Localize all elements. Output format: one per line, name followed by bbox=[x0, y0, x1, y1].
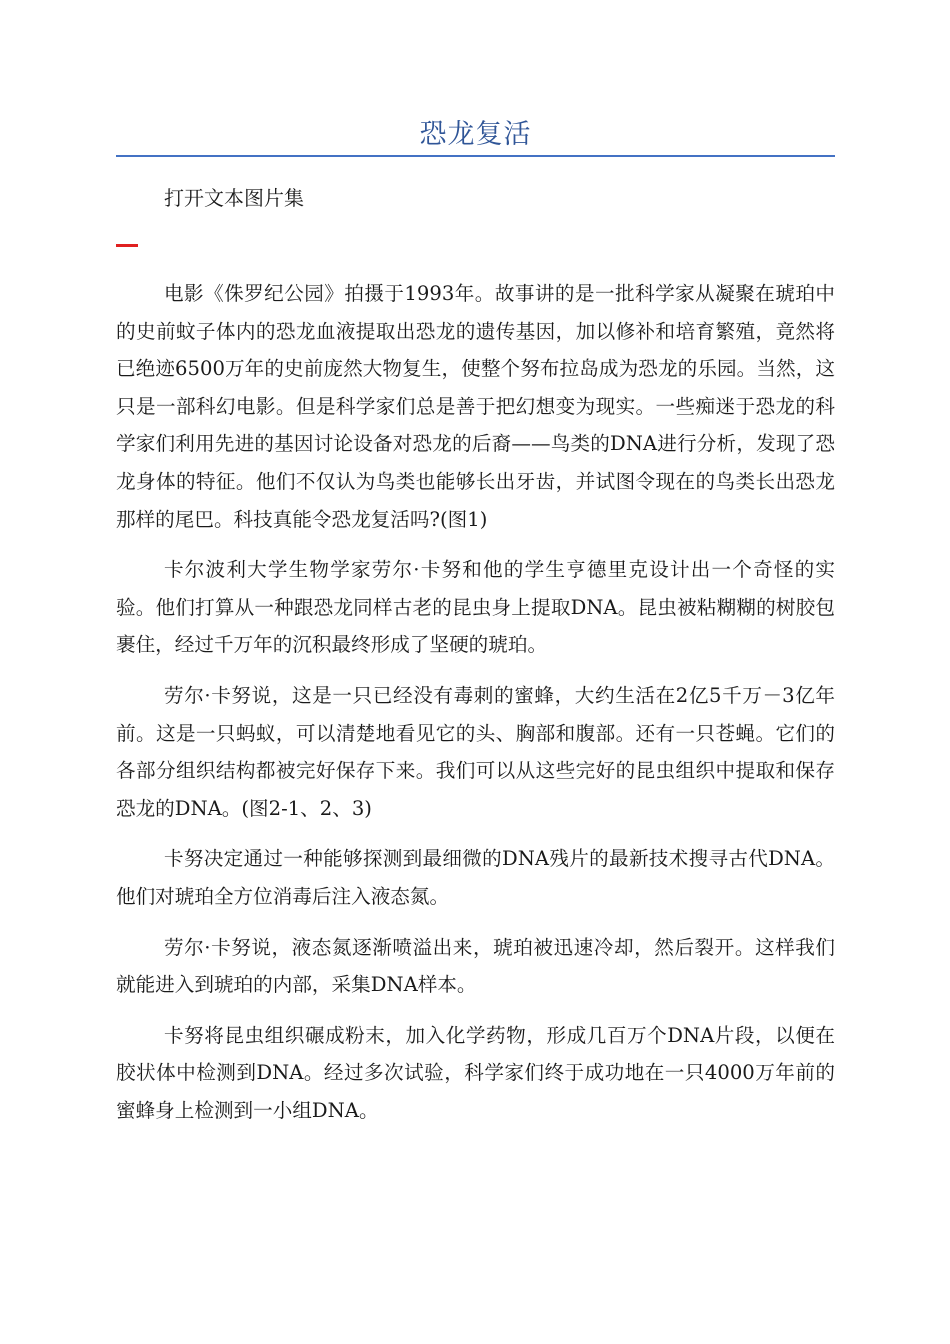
paragraph-3: 劳尔·卡努说，这是一只已经没有毒刺的蜜蜂，大约生活在2亿5千万－3亿年前。这是一只蚂蚁，可以清楚地看见它的头、胸部和腹部。还有一只苍蝇。它们的各部分组织结构都被完好保存下来。我们可以从这些完好的昆虫组织中提取和保存恐龙的DNA。(图2-1、2、3) bbox=[116, 683, 835, 820]
section-marker bbox=[116, 244, 138, 247]
page-title: 恐龙复活 bbox=[419, 119, 532, 150]
title-underline bbox=[116, 155, 835, 157]
paragraph-5: 劳尔·卡努说，液态氮逐渐喷溢出来，琥珀被迅速冷却，然后裂开。这样我们就能进入到琥珀的内部，采集DNA样本。 bbox=[116, 935, 835, 997]
paragraph-1: 电影《侏罗纪公园》拍摄于1993年。故事讲的是一批科学家从凝聚在琥珀中的史前蚊子体内的恐龙血液提取出恐龙的遗传基因，加以修补和培育繁殖，竟然将已绝迹6500万年的史前庞然大物复生，使整个努布拉岛成为恐龙的乐园。当然，这只是一部科幻电影。但是科学家们总是善于把幻想变为现实。一些痴迷于恐龙的科学家们利用先进的基因讨论设备对恐龙的后裔——鸟类的DNA进行分析，发现了恐龙身体的特征。他们不仅认为鸟类也能够长出牙齿，并试图令现在的鸟类长出恐龙那样的尾巴。科技真能令恐龙复活吗?(图1) bbox=[116, 282, 835, 531]
paragraph-6: 卡努将昆虫组织碾成粉末，加入化学药物，形成几百万个DNA片段，以便在胶状体中检测到DNA。经过多次试验，科学家们终于成功地在一只4000万年前的蜜蜂身上检测到一小组DNA。 bbox=[116, 1023, 835, 1122]
document-page bbox=[116, 0, 835, 1129]
paragraph-4: 卡努决定通过一种能够探测到最细微的DNA残片的最新技术搜寻古代DNA。他们对琥珀全方位消毒后注入液态氮。 bbox=[116, 847, 835, 908]
paragraph-2: 卡尔波利大学生物学家劳尔·卡努和他的学生亨德里克设计出一个奇怪的实验。他们打算从一种跟恐龙同样古老的昆虫身上提取DNA。昆虫被粘糊糊的树胶包裹住，经过千万年的沉积最终形成了坚硬的琥珀。 bbox=[116, 558, 835, 657]
open-image-gallery-link[interactable]: 打开文本图片集 bbox=[164, 186, 304, 210]
